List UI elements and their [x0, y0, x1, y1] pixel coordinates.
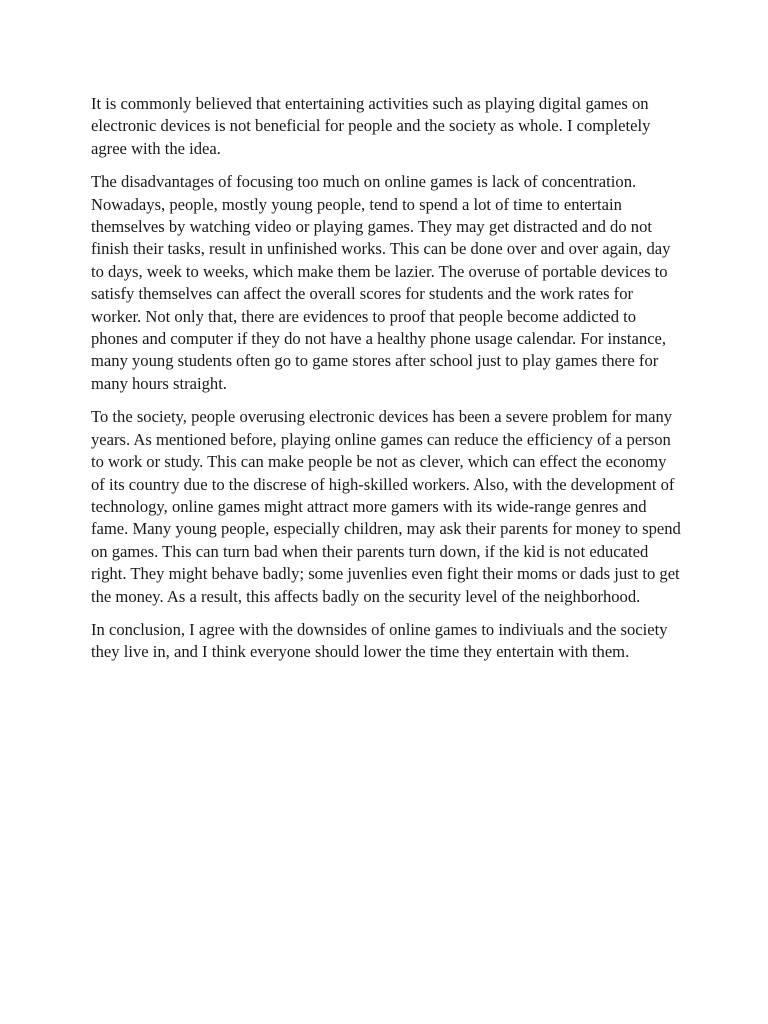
document-body [91, 93, 681, 675]
paragraph-disadvantages: The disadvantages of focusing too much on online games is lack of concentration. Nowadays, people, mostly young people, tend to spend a lot of time to entertain themselves by watching video or playing games. They may get distracted and do not finish their tasks, result in unfinished works. This can be done over and over again, day to days, week to weeks, which make them be lazier. The overuse of portable devices to satisfy themselves can affect the overall scores for students and the work rates for worker. Not only that, there are evidences to proof that people become addicted to phones and computer if they do not have a healthy phone usage calendar. For instance, many young students often go to game stores after school just to play games there for many hours straight. [91, 172, 671, 393]
paragraph-introduction: It is commonly believed that entertaining activities such as playing digital games on electronic devices is not beneficial for people and the society as whole. I completely agree with the idea. [91, 94, 651, 158]
paragraph-conclusion: In conclusion, I agree with the downsides of online games to indiviuals and the society they live in, and I think everyone should lower the time they entertain with them. [91, 619, 668, 662]
paragraph-society: To the society, people overusing electronic devices has been a severe problem for many years. As mentioned before, playing online games can reduce the efficiency of a person to work or study. This can make people be not as clever, which can effect the economy of its country due to the discrese of high-skilled workers. Also, with the development of technology, online games might attract more gamers with its wide-range genres and fame. Many young people, especially children, may ask their parents for money to spend on games. This can turn bad when their parents turn down, if the kid is not educated right. They might behave badly; some juvenlies even fight their moms or dads just to get the money. As a result, this affects badly on the security level of the neighborhood. [91, 407, 681, 606]
